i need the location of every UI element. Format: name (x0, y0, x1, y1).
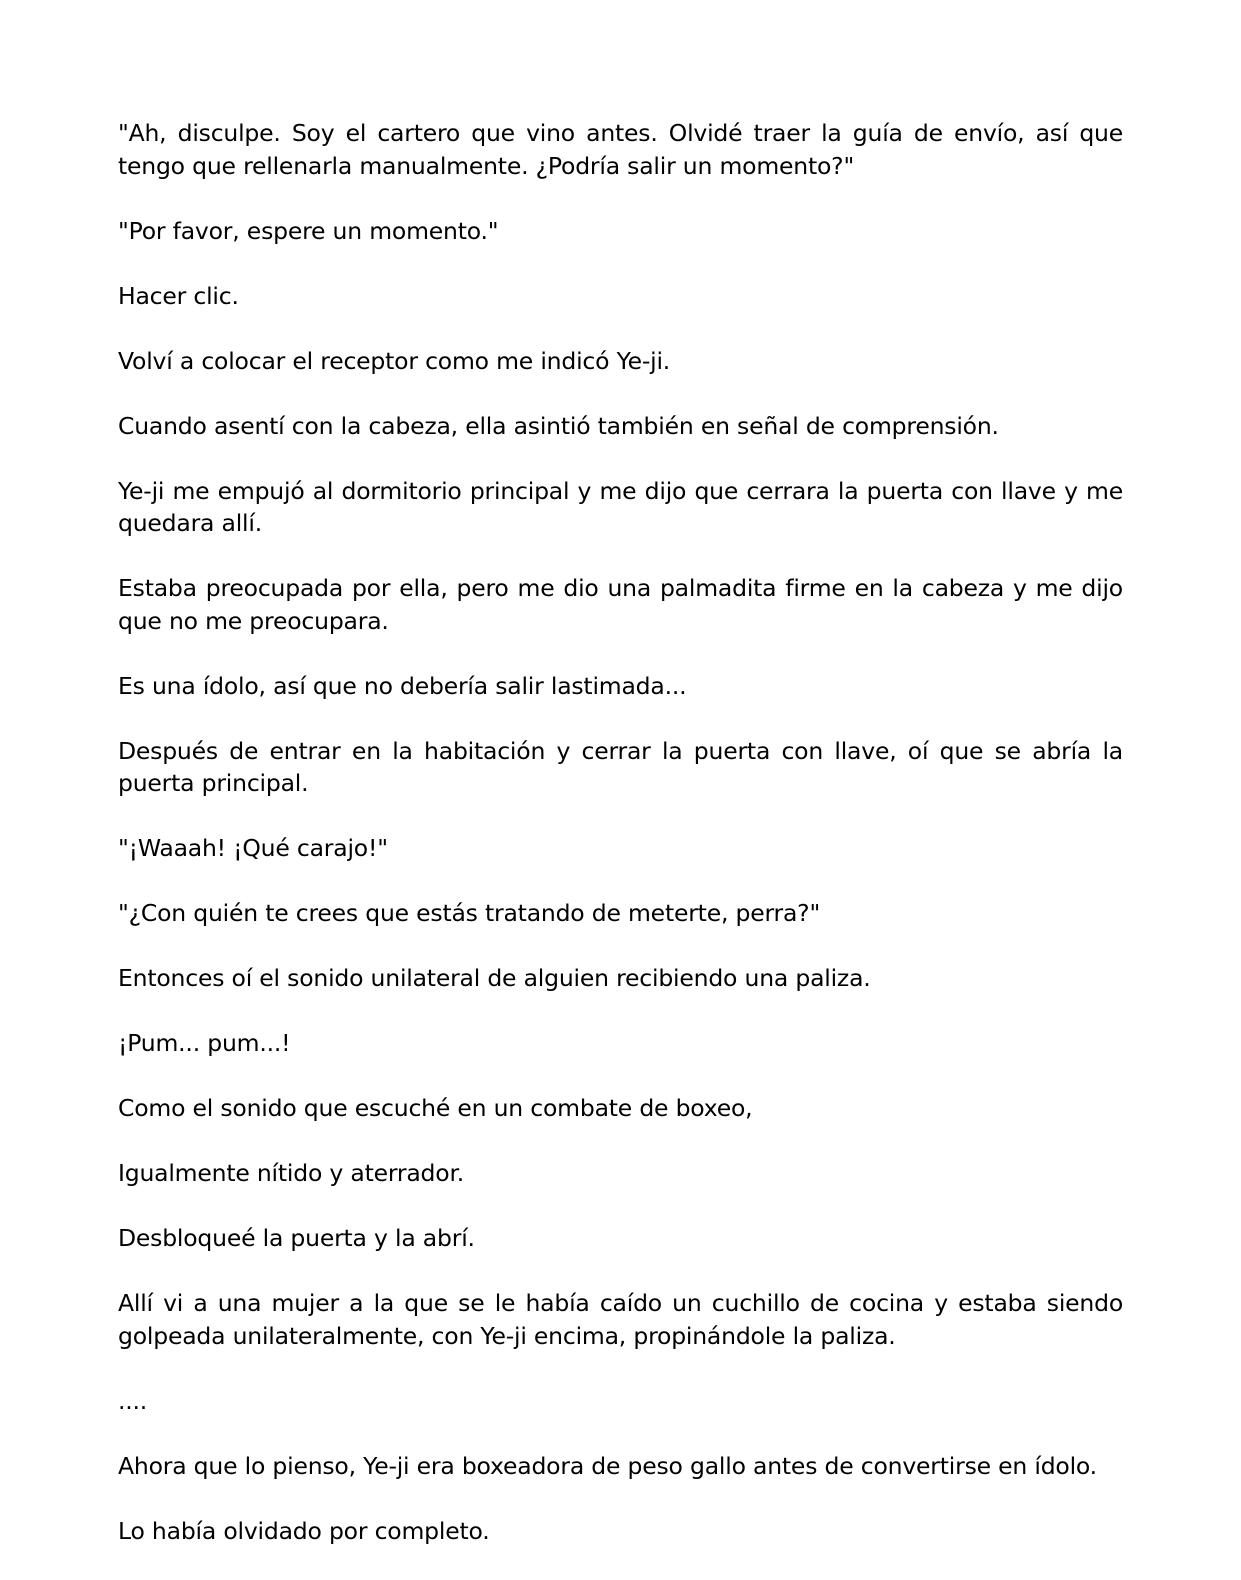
paragraph: Entonces oí el sonido unilateral de alguien recibiendo una paliza. (118, 964, 871, 992)
paragraph: Como el sonido que escuché en un combate de boxeo, (118, 1094, 753, 1122)
paragraph: Hacer clic. (118, 281, 239, 310)
paragraph: Es una ídolo, así que no debería salir lastimada... (118, 671, 687, 700)
paragraph: Ahora que lo pienso, Ye-ji era boxeadora de peso gallo antes de convertirse en ídolo. (118, 1451, 1097, 1480)
paragraph: Estaba preocupada por ella, pero me dio una palmadita firme en la cabeza y me dijo que no me preocupara. (118, 574, 1123, 635)
paragraph: Desbloqueé la puerta y la abrí. (118, 1224, 475, 1252)
paragraph: Cuando asentí con la cabeza, ella asintió también en señal de comprensión. (118, 411, 999, 440)
paragraph: "Ah, disculpe. Soy el cartero que vino antes. Olvidé traer la guía de envío, así que tengo que rellenarla manualmente. ¿Podría salir un momento?" (118, 119, 1123, 180)
paragraph: Lo había olvidado por completo. (118, 1516, 490, 1545)
paragraph: Ye-ji me empujó al dormitorio principal y me dijo que cerrara la puerta con llave y me quedara allí. (118, 476, 1123, 537)
paragraph: Igualmente nítido y aterrador. (118, 1159, 465, 1187)
paragraph: Volví a colocar el receptor como me indicó Ye-ji. (118, 346, 671, 375)
paragraph: .... (118, 1386, 148, 1415)
document-page (118, 117, 1123, 1580)
paragraph: Allí vi a una mujer a la que se le había caído un cuchillo de cocina y estaba siendo golpeada unilateralmente, con Ye-ji encima, propinándole la paliza. (118, 1289, 1123, 1350)
paragraph: "¡Waaah! ¡Qué carajo!" (118, 834, 388, 862)
paragraph: ¡Pum... pum...! (118, 1029, 291, 1057)
paragraph: Después de entrar en la habitación y cerrar la puerta con llave, oí que se abría la puerta principal. (118, 736, 1123, 797)
paragraph: "Por favor, espere un momento." (118, 216, 499, 245)
paragraph: "¿Con quién te crees que estás tratando de meterte, perra?" (118, 899, 821, 927)
